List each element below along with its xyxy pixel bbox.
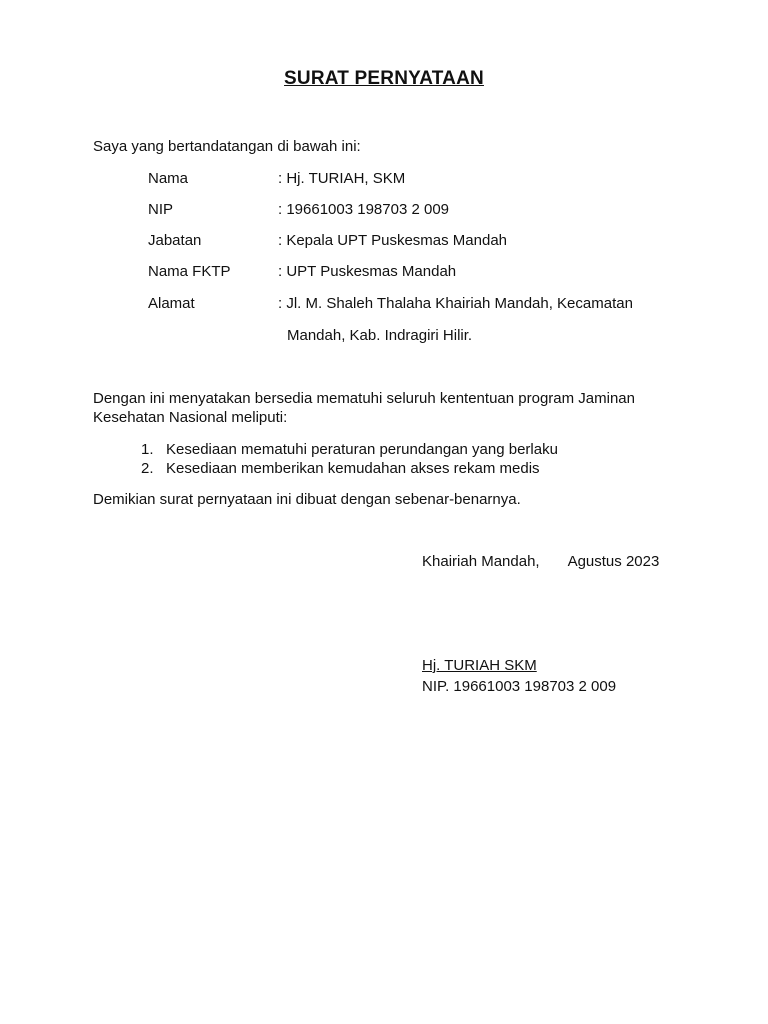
list-item (141, 459, 558, 478)
list-item (141, 440, 558, 459)
place-text: Khairiah Mandah, (422, 553, 540, 570)
signatory-nip: NIP. 19661003 198703 2 009 (422, 678, 617, 695)
date-text: Agustus 2023 (567, 553, 660, 570)
list-text: Kesediaan mematuhi peraturan perundangan yang berlaku (166, 441, 558, 458)
list-number: 2. (141, 460, 154, 477)
field-value: : UPT Puskesmas Mandah (278, 263, 457, 280)
list-number: 1. (141, 441, 154, 458)
place-date (422, 553, 659, 570)
field-label: Nama (148, 170, 189, 187)
document-title: SURAT PERNYATAAN (284, 68, 484, 89)
field-label: Nama FKTP (148, 263, 231, 280)
field-value: : Jl. M. Shaleh Thalaha Khairiah Mandah, Kecamatan (278, 295, 633, 312)
commitment-list (141, 440, 558, 478)
field-label: NIP (148, 201, 174, 218)
field-label: Alamat (148, 295, 195, 312)
field-value: : Hj. TURIAH, SKM (278, 170, 406, 187)
statement-paragraph: Dengan ini menyatakan bersedia mematuhi seluruh kententuan program Jaminan Kesehatan Nasional meliputi: (93, 390, 635, 426)
intro-text: Saya yang bertandatangan di bawah ini: (93, 138, 361, 155)
signatory-name: Hj. TURIAH SKM (422, 657, 537, 674)
field-label: Jabatan (148, 232, 202, 249)
address-continuation: Mandah, Kab. Indragiri Hilir. (287, 327, 473, 344)
closing-text: Demikian surat pernyataan ini dibuat dengan sebenar-benarnya. (93, 491, 521, 508)
field-value: : Kepala UPT Puskesmas Mandah (278, 232, 508, 249)
list-text: Kesediaan memberikan kemudahan akses rekam medis (166, 460, 540, 477)
field-value: : 19661003 198703 2 009 (278, 201, 449, 218)
